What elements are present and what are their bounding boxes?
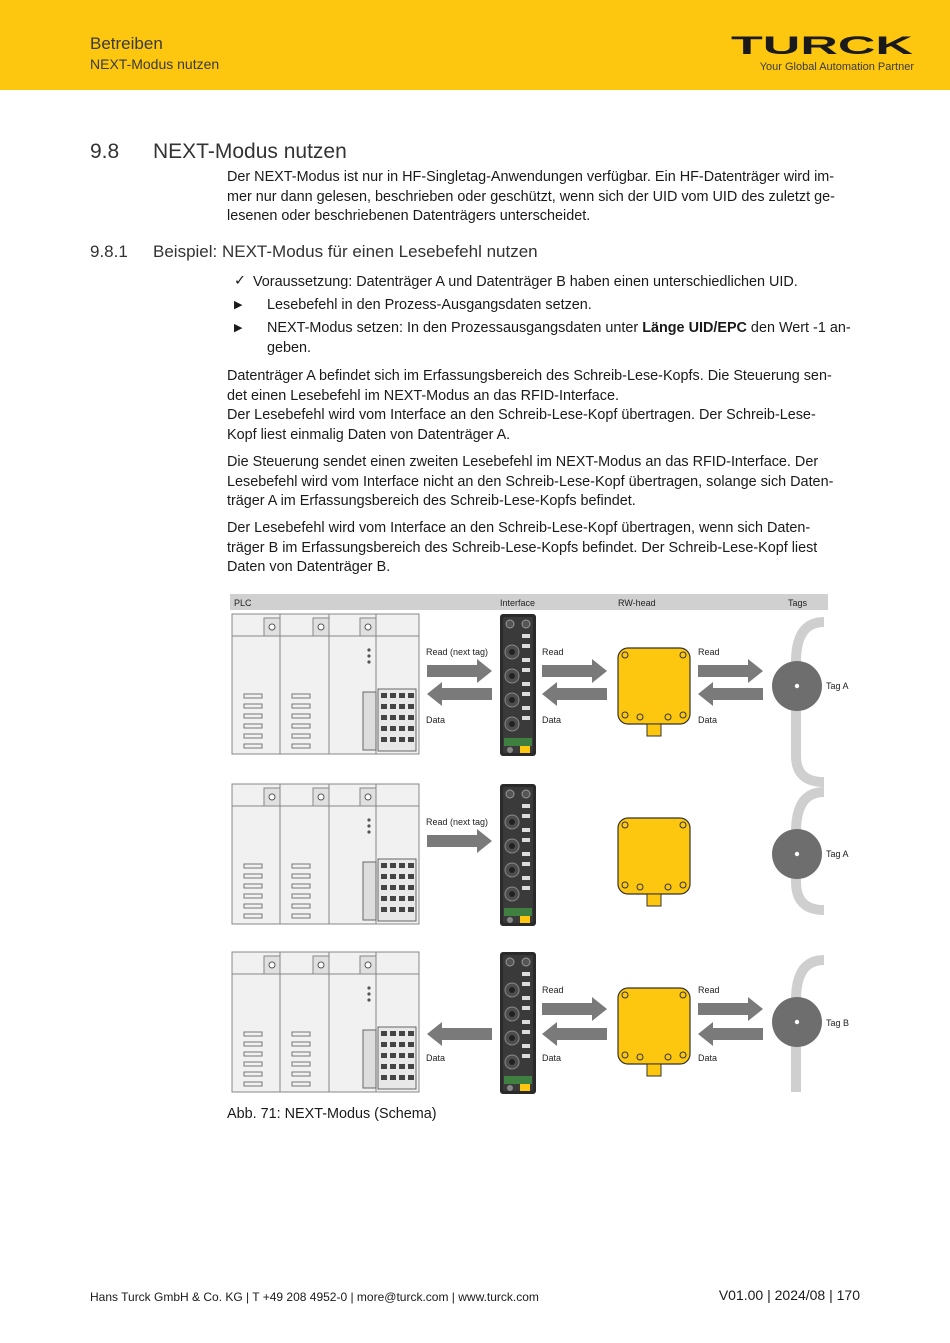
read-next-label: Read (next tag) [426, 817, 489, 827]
turck-logo [730, 34, 914, 58]
header-section: NEXT-Modus nutzen [90, 56, 220, 72]
row-3 [232, 952, 849, 1094]
step-2-post: den Wert -1 an- [746, 320, 851, 336]
paragraph-3 [227, 519, 859, 578]
data-label: Data [426, 715, 446, 725]
tag-b-icon [772, 997, 822, 1047]
text-line: träger A im Erfassungsbereich des Schreib-Lese-Kopfs befindet. [227, 493, 636, 509]
read-label: Read [698, 647, 720, 657]
plc-device-icon [232, 952, 419, 1092]
tag-label: Tag B [826, 1018, 850, 1028]
rw-head-icon [618, 648, 690, 736]
text-line: Kopf liest einmalig Daten von Datenträger A. [227, 426, 511, 443]
arrow-right [698, 997, 763, 1021]
page-header [0, 0, 950, 90]
paragraph-2 [227, 453, 859, 512]
arrow-right [698, 659, 763, 683]
step-2-bold: Länge UID/EPC [642, 320, 747, 336]
data-label: Data [542, 1053, 562, 1063]
data-label: Data [698, 715, 718, 725]
arrow-right [427, 659, 492, 683]
tag-label: Tag A [826, 681, 849, 691]
step-2-pre: NEXT-Modus setzen: In den Prozessausgangsdaten unter [267, 320, 643, 336]
paragraph-1 [227, 367, 859, 445]
arrow-right [542, 997, 607, 1021]
header-chapter: Betreiben [90, 34, 163, 53]
text-line: träger B im Erfassungsbereich des Schreib-Lese-Kopfs befindet. Der Schreib-Lese-Kopf liest [227, 539, 818, 556]
figure-caption: Abb. 71: NEXT-Modus (Schema) [227, 1106, 437, 1122]
read-label: Read [698, 985, 720, 995]
interface-device-icon [500, 614, 536, 756]
subsection-heading [90, 242, 538, 262]
step-1-text: Lesebefehl in den Prozess-Ausgangsdaten setzen. [267, 297, 592, 313]
arrow-left [698, 1022, 763, 1046]
intro-paragraph [227, 168, 859, 227]
prerequisite-text: Voraussetzung: Datenträger A und Datenträger B haben einen unterschiedlichen UID. [253, 274, 798, 290]
text-line: mer nur dann gelesen, beschrieben oder geschützt, wenn sich der UID vom UID des zuletzt ge- [227, 188, 835, 205]
step-2-line2: geben. [267, 339, 312, 356]
column-interface: Interface [500, 598, 536, 608]
step-arrow-icon: ▶ [234, 299, 243, 311]
plc-device-icon [232, 614, 419, 754]
subsection-title: Beispiel: NEXT-Modus für einen Lesebefehl nutzen [153, 242, 538, 261]
tag-label: Tag A [826, 849, 849, 859]
arrow-left [427, 1022, 492, 1046]
arrow-left [542, 682, 607, 706]
step-2-text [267, 319, 859, 358]
column-rw-head: RW-head [618, 598, 656, 608]
read-next-label: Read (next tag) [426, 647, 489, 657]
step-arrow-icon: ▶ [234, 322, 243, 334]
arrow-left [542, 1022, 607, 1046]
rw-head-icon [618, 818, 690, 906]
read-label: Read [542, 985, 564, 995]
interface-device-icon [500, 952, 536, 1094]
arrow-right [427, 829, 492, 853]
text-line: Der Lesebefehl wird vom Interface an den Schreib-Lese-Kopf übertragen, wenn sich Daten- [227, 520, 811, 536]
tag-a-icon [772, 661, 822, 711]
section-number: 9.8 [90, 140, 120, 163]
arrow-right [542, 659, 607, 683]
text-line: det einen Lesebefehl im NEXT-Modus an das RFID-Interface. [227, 387, 619, 404]
checkmark-icon: ✓ [234, 273, 247, 289]
text-line: Datenträger A befindet sich im Erfassungsbereich des Schreib-Lese-Kopfs. Die Steuerung sen- [227, 368, 832, 384]
plc-device-icon [232, 784, 419, 924]
rw-head-icon [618, 988, 690, 1076]
read-label: Read [542, 647, 564, 657]
tag-a-icon [772, 829, 822, 879]
section-heading [90, 140, 347, 164]
logo-tagline: Your Global Automation Partner [759, 61, 914, 73]
column-plc: PLC [234, 598, 252, 608]
arrow-left [698, 682, 763, 706]
row-2 [232, 784, 849, 926]
text-line: Die Steuerung sendet einen zweiten Lesebefehl im NEXT-Modus an das RFID-Interface. Der [227, 454, 819, 470]
text-line: lesenen oder beschriebenen Datenträgers unterscheidet. [227, 208, 591, 224]
next-mode-diagram [228, 592, 850, 1097]
text-line: Der NEXT-Modus ist nur in HF-Singletag-Anwendungen verfügbar. Ein HF-Datenträger wird im- [227, 169, 835, 185]
text-line: Daten von Datenträger B. [227, 559, 391, 575]
section-title: NEXT-Modus nutzen [153, 140, 347, 163]
column-tags: Tags [788, 598, 808, 608]
logo-text: TURCK [731, 32, 913, 60]
data-label: Data [542, 715, 562, 725]
text-line: Der Lesebefehl wird vom Interface an den Schreib-Lese-Kopf übertragen. Der Schreib-Lese- [227, 407, 816, 423]
arrow-left [427, 682, 492, 706]
footer-version: V01.00 | 2024/08 | 170 [718, 1287, 860, 1303]
interface-device-icon [500, 784, 536, 926]
subsection-number: 9.8.1 [90, 242, 128, 261]
footer-company: Hans Turck GmbH & Co. KG | T +49 208 4952-0 | more@turck.com | www.turck.com [90, 1290, 539, 1304]
text-line: Lesebefehl wird vom Interface nicht an den Schreib-Lese-Kopf übertragen, solange sich Daten- [227, 473, 834, 490]
data-label: Data [426, 1053, 446, 1063]
row-1 [232, 614, 849, 782]
data-label: Data [698, 1053, 718, 1063]
